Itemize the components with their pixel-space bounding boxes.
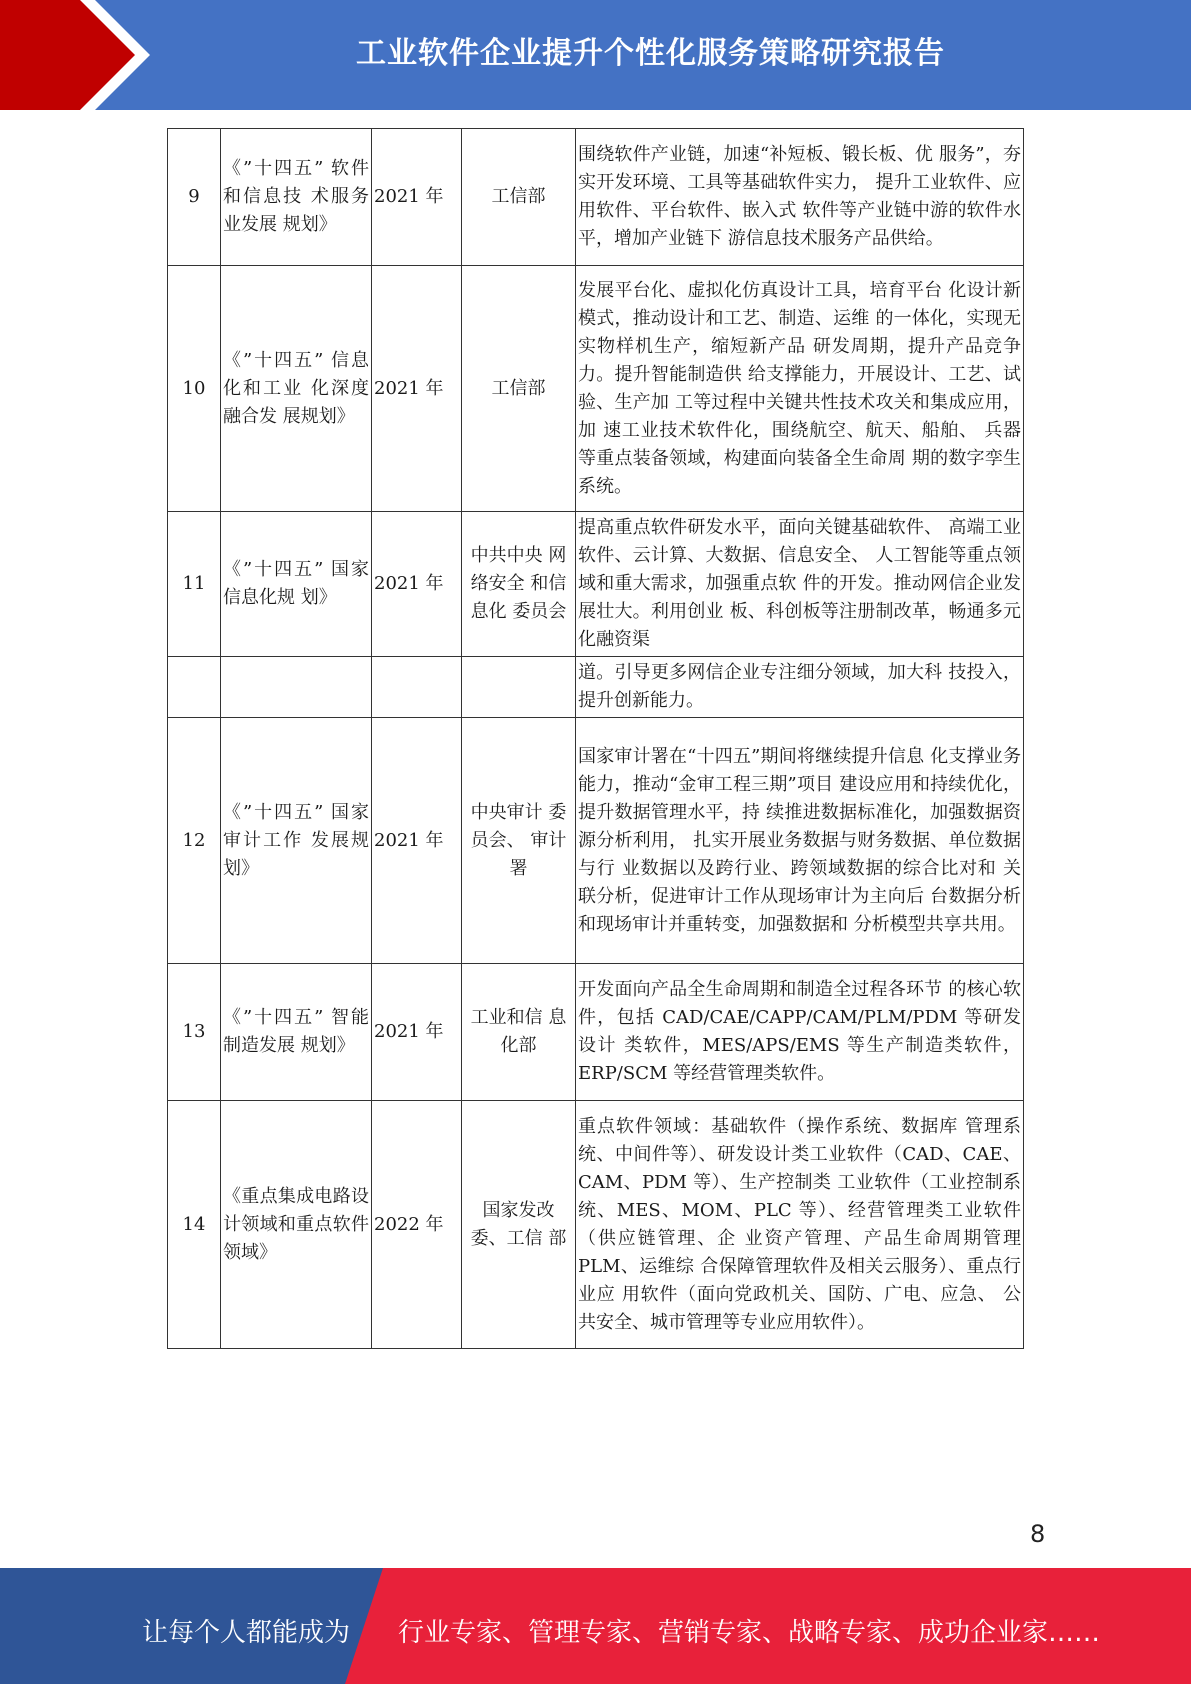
row-number: 10 (168, 266, 221, 512)
policy-year: 2021 年 (372, 718, 462, 964)
policy-content: 提高重点软件研发水平，面向关键基础软件、 高端工业软件、云计算、大数据、信息安全、 人工智能等重点领域和重大需求，加强重点软 件的开发。推动网信企业发展壮大。利用创业 板、科创板等注册制改革，畅通多元化融资渠 (576, 512, 1024, 657)
row-number: 11 (168, 512, 221, 657)
page-number: 8 (1030, 1520, 1046, 1548)
issuing-department: 国家发改 委、工信 部 (462, 1101, 576, 1349)
issuing-department: 工信部 (462, 129, 576, 266)
policy-name: 《”十四五” 软件和信息技 术服务业发展 规划》 (221, 129, 372, 266)
table-row (168, 1101, 1024, 1349)
row-number: 14 (168, 1101, 221, 1349)
policy-name (221, 657, 372, 718)
table-row (168, 129, 1024, 266)
table-row (168, 964, 1024, 1101)
issuing-department: 中央审计 委员会、 审计署 (462, 718, 576, 964)
policy-content: 重点软件领域：基础软件（操作系统、数据库 管理系统、中间件等）、研发设计类工业软件（CAD、CAE、CAM、PDM 等）、生产控制类 工业软件（工业控制系统、MES、MOM、PLC 等）、经营管理类工业软件（供应链管理、企 业资产管理、产品生命周期管理 PLM、运维综 合保障管理软件及相关云服务）、重点行业应 用软件（面向党政机关、国防、广电、应急、 公共安全、城市管理等专业应用软件）。 (576, 1101, 1024, 1349)
issuing-department: 工信部 (462, 266, 576, 512)
table-row (168, 718, 1024, 964)
policy-content: 围绕软件产业链，加速“补短板、锻长板、优 服务”，夯实开发环境、工具等基础软件实力， 提升工业软件、应用软件、平台软件、嵌入式 软件等产业链中游的软件水平，增加产业链下 游信息技术服务产品供给。 (576, 129, 1024, 266)
policy-year: 2021 年 (372, 129, 462, 266)
policy-content: 发展平台化、虚拟化仿真设计工具，培育平台 化设计新模式，推动设计和工艺、制造、运维 的一体化，实现无实物样机生产，缩短新产品 研发周期，提升产品竞争力。提升智能制造供 给支撑能力，开展设计、工艺、试验、生产加 工等过程中关键共性技术攻关和集成应用，加 速工业技术软件化，围绕航空、航天、船舶、 兵器等重点装备领域，构建面向装备全生命周 期的数字孪生系统。 (576, 266, 1024, 512)
policy-name: 《”十四五” 信息化和工业 化深度融合发 展规划》 (221, 266, 372, 512)
policy-name: 《”十四五” 国家审计工作 发展规划》 (221, 718, 372, 964)
issuing-department: 工业和信 息化部 (462, 964, 576, 1101)
policy-content: 国家审计署在“十四五”期间将继续提升信息 化支撑业务能力，推动“金审工程三期”项目 建设应用和持续优化，提升数据管理水平，持 续推进数据标准化，加强数据资源分析利用， 扎实开展业务数据与财务数据、单位数据与行 业数据以及跨行业、跨领域数据的综合比对和 关联分析，促进审计工作从现场审计为主向后 台数据分析和现场审计并重转变，加强数据和 分析模型共享共用。 (576, 718, 1024, 964)
table-row (168, 657, 1024, 718)
policy-name: 《重点集成电路设计领域和重点软件领域》 (221, 1101, 372, 1349)
policy-name: 《”十四五” 国家信息化规 划》 (221, 512, 372, 657)
policy-content: 道。引导更多网信企业专注细分领域，加大科 技投入，提升创新能力。 (576, 657, 1024, 718)
row-number: 9 (168, 129, 221, 266)
row-number: 13 (168, 964, 221, 1101)
footer-slogan-left: 让每个人都能成为 (142, 1618, 351, 1648)
table-row (168, 266, 1024, 512)
row-number (168, 657, 221, 718)
row-number: 12 (168, 718, 221, 964)
policy-table (167, 128, 1024, 1349)
policy-year (372, 657, 462, 718)
policy-name: 《”十四五” 智能制造发展 规划》 (221, 964, 372, 1101)
policy-year: 2022 年 (372, 1101, 462, 1349)
issuing-department: 中共中央 网络安全 和信息化 委员会 (462, 512, 576, 657)
page-footer (0, 1568, 1191, 1684)
footer-slogan-right: 行业专家、管理专家、营销专家、战略专家、成功企业家…… (398, 1618, 1101, 1648)
policy-content: 开发面向产品全生命周期和制造全过程各环节 的核心软件，包括 CAD/CAE/CAPP/CAM/PLM/PDM 等研发设计 类软件，MES/APS/EMS 等生产制造类软件， ERP/SCM 等经营管理类软件。 (576, 964, 1024, 1101)
table-row (168, 512, 1024, 657)
page-header (0, 0, 1191, 110)
policy-year: 2021 年 (372, 964, 462, 1101)
report-title: 工业软件企业提升个性化服务策略研究报告 (356, 36, 945, 71)
policy-year: 2021 年 (372, 512, 462, 657)
policy-year: 2021 年 (372, 266, 462, 512)
issuing-department (462, 657, 576, 718)
